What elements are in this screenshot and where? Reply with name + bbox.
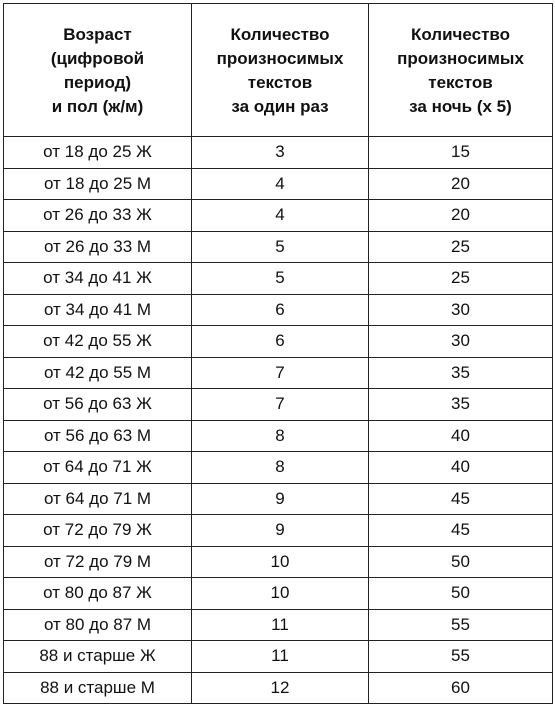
texts-once-cell: 7	[192, 389, 369, 421]
table-row	[4, 357, 553, 389]
texts-night-cell: 50	[369, 546, 553, 578]
age-gender-cell: от 34 до 41 Ж	[4, 263, 192, 295]
header-line: Количество	[230, 25, 330, 44]
age-gender-cell: от 42 до 55 М	[4, 357, 192, 389]
texts-once-cell: 3	[192, 137, 369, 169]
table-row	[4, 326, 553, 358]
texts-night-cell: 35	[369, 357, 553, 389]
table-row	[4, 515, 553, 547]
texts-once-cell: 7	[192, 357, 369, 389]
texts-night-cell: 45	[369, 515, 553, 547]
texts-night-cell: 25	[369, 263, 553, 295]
age-gender-cell: от 80 до 87 М	[4, 609, 192, 641]
header-line: текстов	[428, 73, 493, 92]
age-gender-cell: от 42 до 55 Ж	[4, 326, 192, 358]
table-row	[4, 231, 553, 263]
table-row	[4, 578, 553, 610]
texts-once-cell: 11	[192, 609, 369, 641]
table-row	[4, 168, 553, 200]
texts-once-cell: 9	[192, 483, 369, 515]
texts-night-cell: 50	[369, 578, 553, 610]
texts-night-cell: 35	[369, 389, 553, 421]
header-line: (цифровой	[50, 49, 145, 68]
header-texts-once	[192, 4, 369, 137]
age-gender-cell: 88 и старше Ж	[4, 641, 192, 673]
table-row	[4, 420, 553, 452]
texts-night-cell: 15	[369, 137, 553, 169]
header-line: период)	[63, 73, 132, 92]
age-gender-cell: от 64 до 71 Ж	[4, 452, 192, 484]
texts-once-cell: 12	[192, 672, 369, 704]
table-row	[4, 483, 553, 515]
age-gender-cell: от 18 до 25 Ж	[4, 137, 192, 169]
header-line: за один раз	[231, 97, 329, 116]
age-gender-cell: от 26 до 33 Ж	[4, 200, 192, 232]
texts-night-cell: 60	[369, 672, 553, 704]
age-gender-cell: от 26 до 33 М	[4, 231, 192, 263]
age-gender-cell: от 56 до 63 М	[4, 420, 192, 452]
texts-once-cell: 8	[192, 452, 369, 484]
texts-once-cell: 5	[192, 263, 369, 295]
header-line: текстов	[247, 73, 313, 92]
texts-once-cell: 9	[192, 515, 369, 547]
age-gender-cell: от 56 до 63 Ж	[4, 389, 192, 421]
texts-night-cell: 55	[369, 641, 553, 673]
header-line: за ночь (x 5)	[409, 97, 512, 116]
texts-once-cell: 4	[192, 200, 369, 232]
texts-night-cell: 20	[369, 200, 553, 232]
age-gender-cell: от 72 до 79 М	[4, 546, 192, 578]
age-gender-cell: от 18 до 25 М	[4, 168, 192, 200]
table-row	[4, 263, 553, 295]
texts-once-cell: 11	[192, 641, 369, 673]
header-line: Возраст	[63, 25, 132, 44]
table-row	[4, 200, 553, 232]
age-gender-cell: от 80 до 87 Ж	[4, 578, 192, 610]
header-age-gender	[4, 4, 192, 137]
header-texts-night	[369, 4, 553, 137]
texts-night-cell: 30	[369, 294, 553, 326]
table-row	[4, 672, 553, 704]
texts-once-cell: 10	[192, 546, 369, 578]
header-line: произносимых	[397, 49, 524, 68]
texts-once-cell: 6	[192, 294, 369, 326]
table-row	[4, 452, 553, 484]
texts-night-cell: 25	[369, 231, 553, 263]
header-line: и пол (ж/м)	[51, 97, 144, 116]
header-line: Количество	[410, 25, 511, 44]
table-row	[4, 137, 553, 169]
header-line: произносимых	[216, 49, 344, 68]
table-row	[4, 294, 553, 326]
texts-once-cell: 6	[192, 326, 369, 358]
header-row	[4, 4, 553, 137]
texts-night-cell: 30	[369, 326, 553, 358]
texts-night-cell: 40	[369, 452, 553, 484]
texts-once-cell: 10	[192, 578, 369, 610]
texts-night-cell: 55	[369, 609, 553, 641]
texts-once-cell: 8	[192, 420, 369, 452]
age-gender-cell: от 64 до 71 М	[4, 483, 192, 515]
age-gender-cell: от 72 до 79 Ж	[4, 515, 192, 547]
age-gender-cell: 88 и старше М	[4, 672, 192, 704]
age-gender-cell: от 34 до 41 М	[4, 294, 192, 326]
table-row	[4, 641, 553, 673]
texts-night-cell: 40	[369, 420, 553, 452]
texts-once-cell: 5	[192, 231, 369, 263]
table-row	[4, 609, 553, 641]
data-table	[3, 3, 553, 704]
table-row	[4, 389, 553, 421]
table-row	[4, 546, 553, 578]
texts-night-cell: 20	[369, 168, 553, 200]
texts-once-cell: 4	[192, 168, 369, 200]
texts-night-cell: 45	[369, 483, 553, 515]
